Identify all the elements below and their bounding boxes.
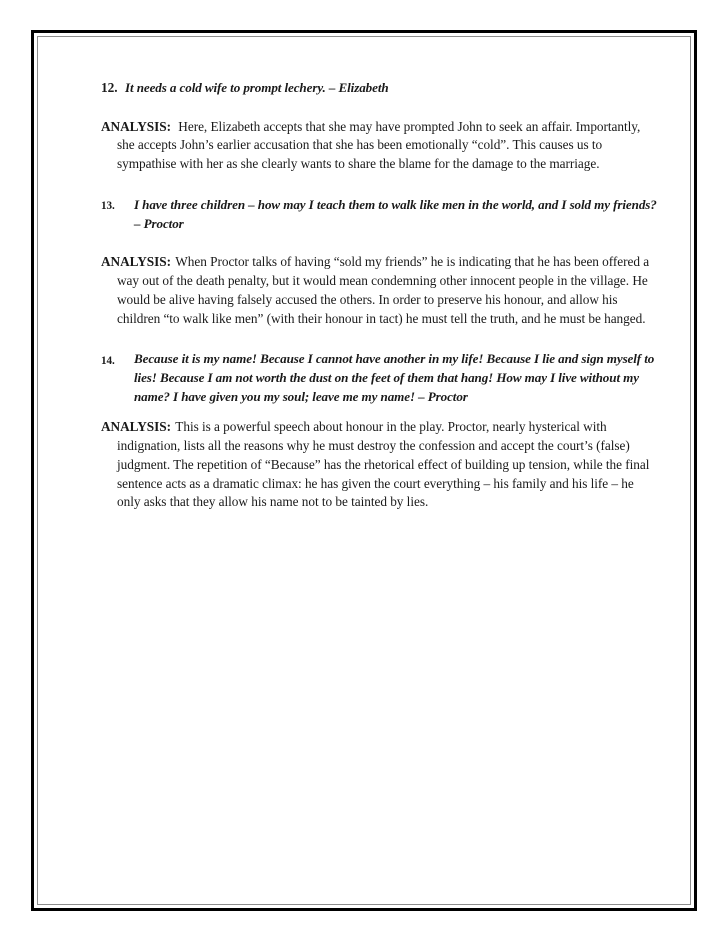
- page-frame-inner-rule: [37, 36, 691, 905]
- quote-number: 13.: [101, 200, 115, 213]
- quote-text: It needs a cold wife to prompt lechery. – Elizabeth: [125, 80, 389, 95]
- analysis-text: This is a powerful speech about honour in the play. Proctor, nearly hysterical with indignation, lists all the reasons why he must destroy the confession and accept the court’s (false) judgment. The repetition of “Because” has the rhetorical effect of building up tension, while the final sentence acts as a dramatic climax: he has given the court everything – his family and his life – he only asks that they allow his name not to be tainted by lies.: [117, 419, 650, 510]
- spacer: [101, 98, 657, 118]
- quote-entry: [101, 350, 657, 406]
- spacer: [101, 406, 657, 418]
- quote-text: Because it is my name! Because I cannot have another in my life! Because I lie and sign myself to lies! Because I am not worth the dust on the feet of them that hang! How may I live without my name? I have given you my soul; leave me my name! – Proctor: [134, 351, 655, 404]
- analysis-paragraph: [101, 253, 657, 328]
- quote-entry: [101, 196, 657, 233]
- spacer: [101, 233, 657, 253]
- quote-number: 12.: [101, 80, 118, 95]
- analysis-paragraph: [101, 418, 657, 512]
- document-body: [101, 79, 657, 512]
- analysis-label: ANALYSIS:: [101, 118, 172, 134]
- page-frame: [31, 30, 697, 911]
- analysis-label: ANALYSIS:: [101, 254, 172, 270]
- quote-entry: [101, 79, 657, 98]
- spacer: [101, 174, 657, 196]
- spacer: [101, 328, 657, 350]
- analysis-text: When Proctor talks of having “sold my friends” he is indicating that he has been offered a way out of the death penalty, but it would mean condemning other innocent people in the village. He would be alive having falsely accused the others. In order to preserve his honour, and allow his children “to walk like men” (with their honour in tact) he must tell the truth, and he must be hanged.: [117, 254, 650, 326]
- analysis-label: ANALYSIS:: [101, 419, 172, 435]
- quote-text: I have three children – how may I teach them to walk like men in the world, and I sold my friends? – Proctor: [134, 196, 657, 231]
- analysis-paragraph: [101, 118, 657, 174]
- quote-number: 14.: [101, 354, 115, 367]
- analysis-text: Here, Elizabeth accepts that she may have prompted John to seek an affair. Importantly, she accepts John’s earlier accusation that she has been emotionally “cold”. This causes us to sympathise with her as she clearly wants to share the blame for the damage to the marriage.: [117, 118, 641, 172]
